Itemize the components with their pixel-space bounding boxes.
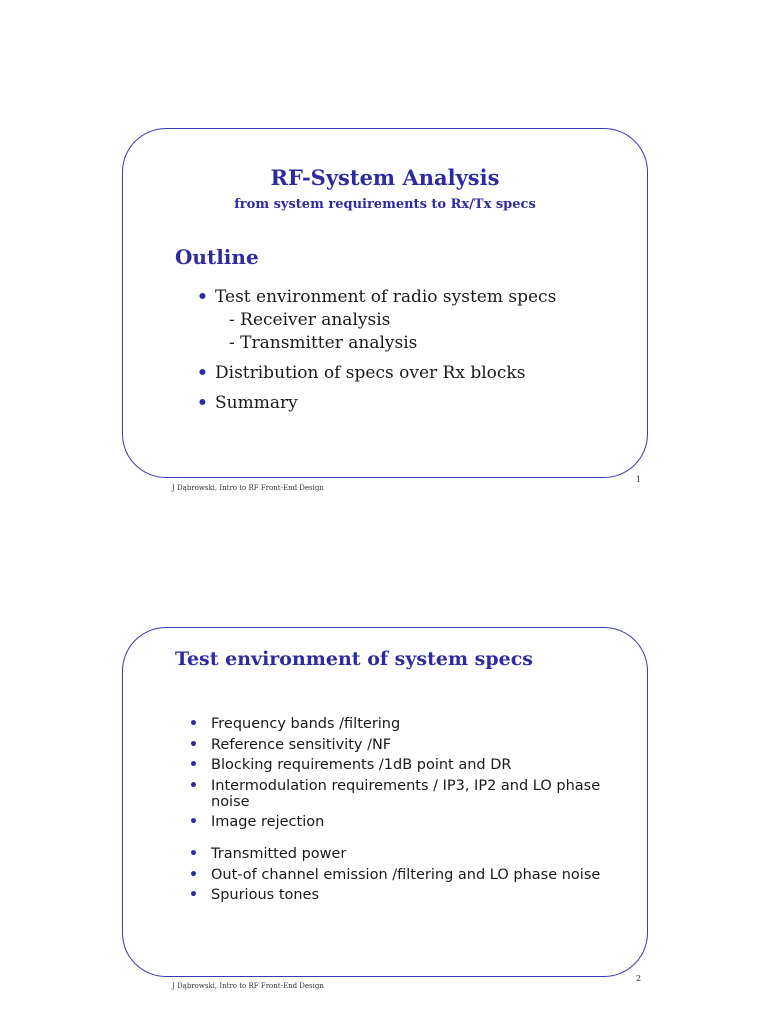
outline-heading: Outline xyxy=(175,245,259,269)
outline-subitem: - Receiver analysis xyxy=(229,310,391,330)
list-item xyxy=(189,716,631,732)
bullet-icon: • xyxy=(189,716,198,732)
list-item xyxy=(189,867,631,883)
list-item xyxy=(189,814,631,830)
bullet-icon: • xyxy=(189,846,198,862)
list-item xyxy=(189,737,631,753)
slide-2-title: Test environment of system specs xyxy=(175,648,534,670)
list-item-text: Spurious tones xyxy=(211,887,320,903)
outline-item xyxy=(197,362,637,385)
outline-item-text: Test environment of radio system specs xyxy=(215,287,557,307)
list-item xyxy=(189,778,631,810)
outline-item-text: Distribution of specs over Rx blocks xyxy=(215,363,526,383)
outline-list xyxy=(197,286,637,415)
list-item xyxy=(189,757,631,773)
list-item-text: Blocking requirements /1dB point and DR xyxy=(211,757,512,773)
list-item-text: Intermodulation requirements / IP3, IP2 and LO phase noise xyxy=(211,777,601,810)
slide-1-subtitle: from system requirements to Rx/Tx specs xyxy=(234,197,536,212)
bullet-icon: • xyxy=(197,393,208,413)
slide-1-footer: J Dąbrowski, Intro to RF Front-End Design xyxy=(172,484,324,492)
bullet-icon: • xyxy=(189,866,198,883)
list-item-text: Out-of channel emission /filtering and LO phase noise xyxy=(211,866,601,883)
spec-list xyxy=(189,716,631,908)
list-item-text: Image rejection xyxy=(211,814,325,830)
slide-1-title: RF-System Analysis xyxy=(270,165,500,190)
bullet-icon: • xyxy=(197,363,208,383)
bullet-icon: • xyxy=(189,887,198,903)
bullet-icon: • xyxy=(189,777,198,794)
slide-1-page-number: 1 xyxy=(636,475,642,484)
slide-2-page-number: 2 xyxy=(636,974,642,983)
bullet-icon: • xyxy=(197,287,208,307)
list-item-text: Reference sensitivity /NF xyxy=(211,736,392,753)
slide-2 xyxy=(122,627,648,977)
outline-item-text: Summary xyxy=(215,393,298,413)
slide-1 xyxy=(122,128,648,478)
slide-2-footer: J Dąbrowski, Intro to RF Front-End Design xyxy=(172,982,324,990)
outline-subitem: - Transmitter analysis xyxy=(229,333,418,353)
list-item-text: Frequency bands /filtering xyxy=(211,716,401,732)
bullet-icon: • xyxy=(189,736,198,753)
list-item-text: Transmitted power xyxy=(211,846,347,862)
outline-item xyxy=(197,286,637,355)
outline-item xyxy=(197,392,637,415)
bullet-icon: • xyxy=(189,757,198,773)
list-item xyxy=(189,846,631,862)
list-item xyxy=(189,887,631,903)
bullet-icon: • xyxy=(189,814,198,830)
